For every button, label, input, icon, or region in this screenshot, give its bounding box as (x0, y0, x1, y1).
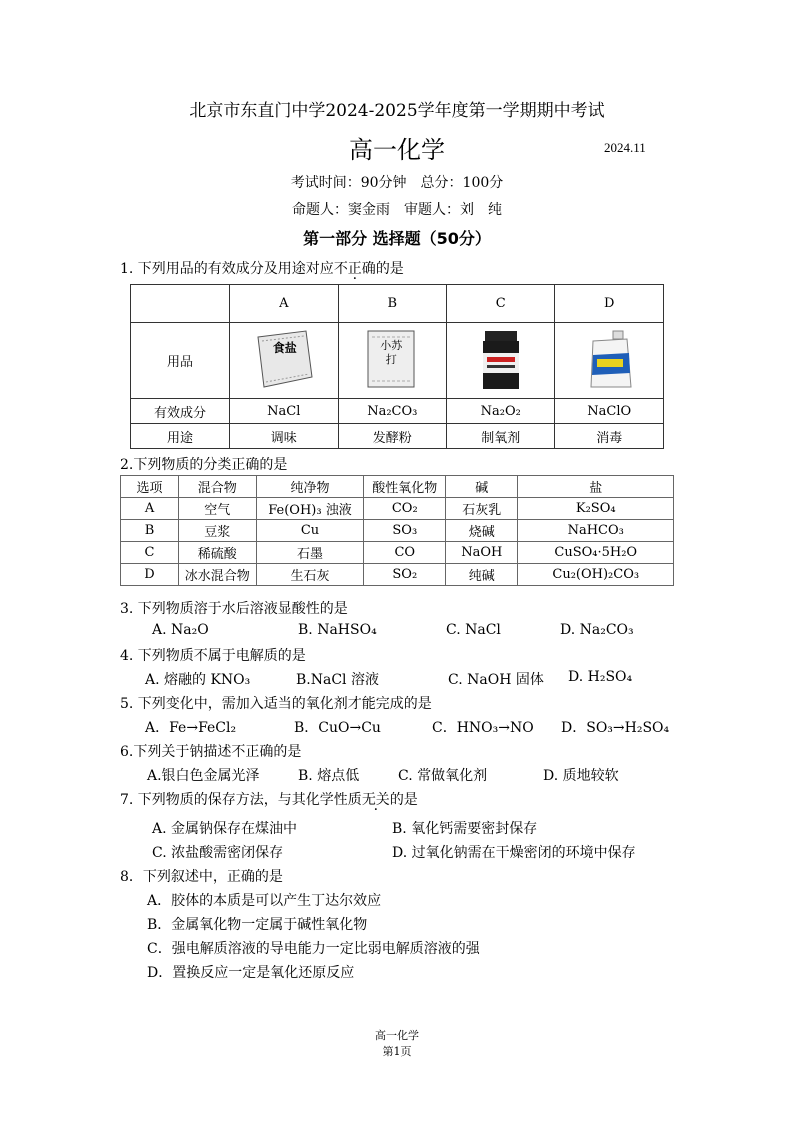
option-d: D. 过氧化钠需在干燥密闭的环境中保存 (392, 845, 636, 861)
row-label-use: 用途 (131, 424, 230, 449)
question-2-stem: 2.下列物质的分类正确的是 (120, 457, 288, 473)
table-cell: CuSO₄·5H₂O (518, 542, 674, 564)
table-cell: 石墨 (256, 542, 364, 564)
table-cell: 石灰乳 (446, 498, 518, 520)
option-a: A. Na₂O (152, 622, 209, 638)
table-cell: K₂SO₄ (518, 498, 674, 520)
salt-bag-image: 食盐 (254, 327, 314, 391)
table-row (121, 564, 674, 586)
table-cell: 烧碱 (446, 520, 518, 542)
option-c: C. NaOH 固体 (448, 672, 544, 688)
table-cell: SO₃ (364, 520, 446, 542)
table-cell: D (121, 564, 179, 586)
table-header-cell: D (555, 285, 664, 323)
option-d: D. Na₂CO₃ (560, 622, 634, 638)
option-c: C．HNO₃→NO (432, 720, 534, 736)
use-cell: 制氧剂 (447, 424, 555, 449)
option-a: A. 金属钠保存在煤油中 (152, 821, 298, 837)
table-header-cell: C (447, 285, 555, 323)
use-cell: 调味 (230, 424, 338, 449)
table-header-cell: 选项 (121, 476, 179, 498)
exam-date: 2024.11 (604, 140, 646, 155)
table-cell: C (121, 542, 179, 564)
option-d: D．置换反应一定是氧化还原反应 (147, 965, 355, 981)
option-b: B．金属氧化物一定属于碱性氧化物 (147, 917, 368, 933)
option-c: C. 浓盐酸需密闭保存 (152, 845, 284, 861)
table-cell: B (121, 520, 179, 542)
table-header-cell: 盐 (518, 476, 674, 498)
table-cell: A (121, 498, 179, 520)
option-d: D. 质地较软 (543, 768, 619, 784)
use-cell: 发酵粉 (338, 424, 446, 449)
item-cell-c (447, 323, 555, 399)
table-cell: NaHCO₃ (518, 520, 674, 542)
item-cell-a (230, 323, 338, 399)
table-header-cell: 混合物 (179, 476, 257, 498)
option-b: B. 熔点低 (298, 768, 360, 784)
option-a: A．Fe→FeCl₂ (145, 720, 237, 736)
table-cell: Cu (256, 520, 364, 542)
option-b: B. 氧化钙需要密封保存 (392, 821, 538, 837)
table-cell: SO₂ (364, 564, 446, 586)
table-row (121, 520, 674, 542)
table-cell: 空气 (179, 498, 257, 520)
emphasis-dotted: 不正确 (333, 261, 376, 277)
option-c: C. 常做氧化剂 (398, 768, 488, 784)
table-cell: 生石灰 (256, 564, 364, 586)
exam-time-info: 考试时间：90分钟 总分：100分 (290, 175, 504, 191)
table-cell: 纯碱 (446, 564, 518, 586)
table-header-cell: 纯净物 (256, 476, 364, 498)
use-cell: 消毒 (555, 424, 664, 449)
emphasis-dotted: 无关 (361, 792, 390, 808)
table-header-cell: 酸性氧化物 (364, 476, 446, 498)
question-2-table (120, 475, 674, 586)
option-c: C．强电解质溶液的导电能力一定比弱电解质溶液的强 (147, 941, 480, 957)
question-8-stem: 8．下列叙述中，正确的是 (120, 869, 283, 885)
option-a: A．胶体的本质是可以产生丁达尔效应 (147, 893, 382, 909)
table-cell: 豆浆 (179, 520, 257, 542)
question-7-stem: 7. 下列物质的保存方法，与其化学性质无关的是 (120, 792, 418, 808)
exam-authors: 命题人：窦金雨 审题人：刘 纯 (292, 202, 502, 218)
sodium-peroxide-jar-image (471, 327, 531, 391)
question-1-stem: 1. 下列用品的有效成分及用途对应不正确的是 (120, 261, 404, 277)
option-b: B．CuO→Cu (294, 720, 381, 736)
row-label-component: 有效成分 (131, 399, 230, 424)
question-3-stem: 3. 下列物质溶于水后溶液显酸性的是 (120, 601, 348, 617)
option-d: D. H₂SO₄ (568, 669, 633, 685)
section-heading: 第一部分 选择题（50分） (303, 229, 491, 248)
table-cell: 稀硫酸 (179, 542, 257, 564)
exam-subject: 高一化学 (349, 136, 445, 164)
table-cell: CO₂ (364, 498, 446, 520)
component-cell: Na₂O₂ (447, 399, 555, 424)
component-cell: NaClO (555, 399, 664, 424)
question-4-stem: 4. 下列物质不属于电解质的是 (120, 648, 306, 664)
table-cell: NaOH (446, 542, 518, 564)
footer-page-number: 第1页 (382, 1045, 412, 1058)
table-cell: Cu₂(OH)₂CO₃ (518, 564, 674, 586)
table-row (121, 542, 674, 564)
component-cell: Na₂CO₃ (338, 399, 446, 424)
exam-title: 北京市东直门中学2024-2025学年度第一学期期中考试 (189, 101, 605, 121)
option-d: D．SO₃→H₂SO₄ (561, 720, 670, 736)
table-cell: CO (364, 542, 446, 564)
table-cell: Fe(OH)₃ 浊液 (256, 498, 364, 520)
option-c: C. NaCl (446, 622, 501, 638)
footer-subject: 高一化学 (375, 1029, 419, 1042)
question-5-stem: 5. 下列变化中，需加入适当的氧化剂才能完成的是 (120, 696, 432, 712)
option-b: B.NaCl 溶液 (296, 672, 379, 688)
table-row (121, 498, 674, 520)
table-header-cell: 碱 (446, 476, 518, 498)
baking-soda-bag-image: 小苏打 (362, 327, 422, 391)
item-cell-b (338, 323, 446, 399)
table-header-cell: B (338, 285, 446, 323)
item-cell-d (555, 323, 664, 399)
option-a: A. 熔融的 KNO₃ (145, 672, 251, 688)
component-cell: NaCl (230, 399, 338, 424)
option-a: A.银白色金属光泽 (147, 768, 260, 784)
table-cell: 冰水混合物 (179, 564, 257, 586)
table-header-cell: A (230, 285, 338, 323)
bleach-bottle-image (579, 327, 639, 391)
option-b: B. NaHSO₄ (298, 622, 377, 638)
table-header-cell (131, 285, 230, 323)
question-1-table (130, 284, 664, 449)
question-6-stem: 6.下列关于钠描述不正确的是 (120, 744, 302, 760)
row-label-item: 用品 (131, 323, 230, 399)
